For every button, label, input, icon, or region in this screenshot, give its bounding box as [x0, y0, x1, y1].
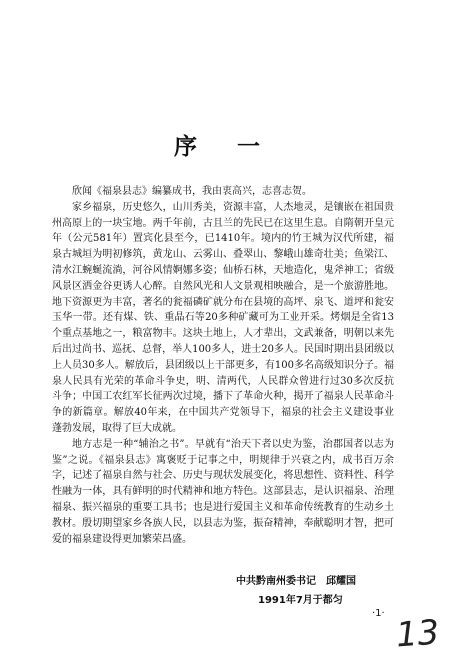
paragraph-2: 家乡福泉，历史悠久，山川秀美，资源丰富，人杰地灵，是镶嵌在祖国贵州高原上的一块宝地。两千年前，古且兰的先民已在这里生息。自隋朝开皇元年（公元581年）置宾化县至今，已1410年。境内的竹王城为汉代所建，福泉古城垣为明初修筑，黄龙山、云雾山、叠翠山、黎峨山雄奇壮美；鱼梁江、清水江蜿蜒流淌，河谷风情婀娜多姿；仙桥石林，天地造化，鬼斧神工；省级风景区洒金谷更诱人心醉。自然风光和人文景观相映融合，是一个旅游胜地。地下资源更为丰富，著名的瓮福磷矿就分布在县境的高坪、泉飞、道坪和瓮安玉华一带。还有煤、铁、重晶石等20多种矿藏可为工业开采。烤烟是全省13个重点基地之一，粮富物丰。这块土地上，人才辈出，文武兼备，明朝以来先后出过尚书、巡抚、总督，举人100多人，进士20多人。民国时期出县团级以上人员30多人。解放后，县团级以上干部更多，有100多名高级知识分子。福泉人民具有光荣的革命斗争史，明、清两代，人民群众曾进行过30多次反抗斗争；中国工农红军长征两次过境，播下了革命火种，揭开了福泉人民革命斗争的新篇章。解放40年来，在中国共产党领导下，福泉的社会主义建设事业蓬勃发展，取得了巨大成就。: [52, 201, 394, 434]
paragraph-1: 欣闻《福泉县志》编纂成书，我由衷高兴，志喜志贺。: [72, 186, 312, 197]
preface-body: [52, 184, 394, 547]
signature-date: 1991年7月于都匀: [258, 595, 343, 606]
paragraph-3: 地方志是一种“辅治之书”。早就有“治天下者以史为鉴，治郡国者以志为鉴”之说。《福泉县志》寓褒贬于记事之中，明规律于兴衰之内，成书百万余字，记述了福泉自然与社会、历史与现状发展变化，将思想性、资料性、科学性融为一体，具有鲜明的时代精神和地方特色。这部县志，是认识福泉、治理福泉、振兴福泉的重要工具书；也是进行爱国主义和革命传统教育的生动乡土教材。殷切期望家乡各族人民，以县志为鉴，振奋精神，奉献聪明才智，把可爱的福泉建设得更加繁荣昌盛。: [52, 438, 394, 545]
signature-author: 中共黔南州委书记 邱耀国: [236, 576, 356, 587]
page-number: ·1·: [372, 608, 385, 619]
page-title: 序 一: [173, 134, 276, 160]
handwritten-page-mark: 13: [394, 612, 441, 656]
